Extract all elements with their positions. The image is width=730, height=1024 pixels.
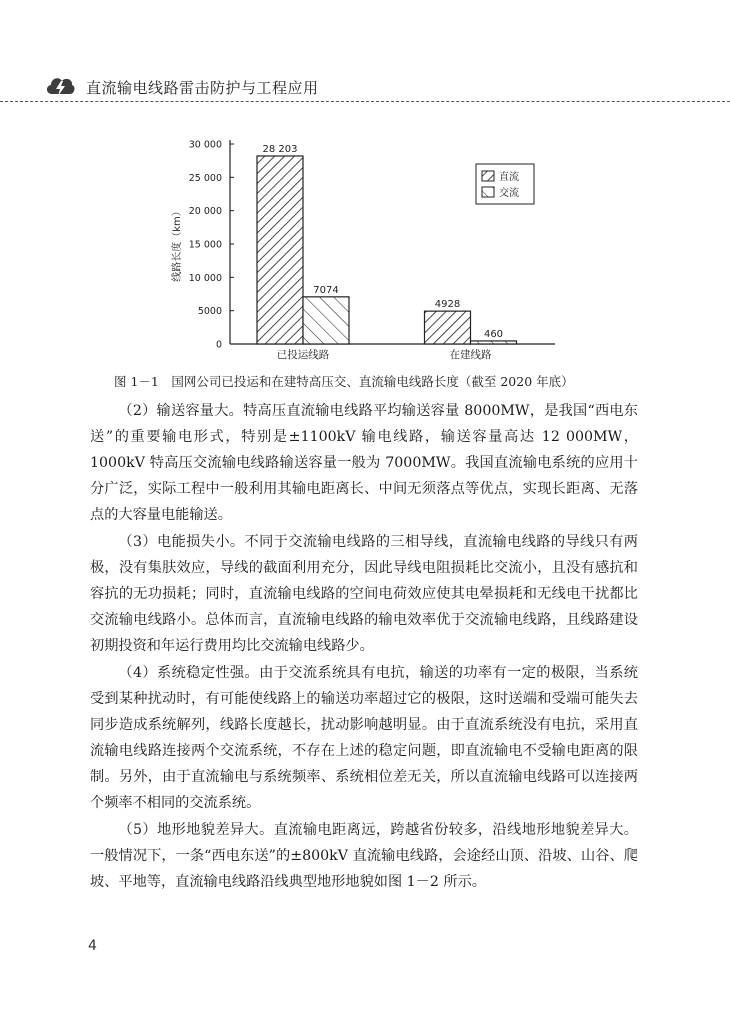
bar — [471, 341, 517, 344]
x-tick-label: 在建线路 — [449, 349, 492, 361]
data-label: 460 — [483, 328, 504, 340]
cloud-lightning-icon — [44, 70, 76, 100]
x-tick-label: 已投运线路 — [276, 349, 330, 361]
running-header — [0, 70, 730, 104]
data-label: 28 203 — [262, 143, 298, 155]
y-tick-label: 5000 — [197, 306, 222, 318]
y-tick-label: 30 000 — [188, 139, 222, 151]
page-number: 4 — [88, 938, 97, 954]
legend-label: 交流 — [499, 188, 519, 199]
y-tick-label: 0 — [215, 339, 222, 351]
legend-label: 直流 — [499, 172, 519, 183]
data-label: 4928 — [434, 299, 461, 311]
figure-caption: 图 1－1 国网公司已投运和在建特高压交、直流输电线路长度（截至 2020 年底） — [114, 374, 574, 389]
paragraph: （2）输送容量大。特高压直流输电线路平均输送容量 8000MW，是我国“西电东送”的重要输电形式，特别是±1100kV 输电线路，输送容量高达 12 000MW，1000kV 特高压交流输电线路输送容量一般为 7000MW。我国直流输电系统的应用十分广泛，实际工程中一般利用其输电距离长、中间无须落点等优点，实现长距离、无落点的大容量电能输送。 — [90, 403, 638, 523]
data-label: 7074 — [313, 284, 339, 296]
figure-chart — [130, 122, 580, 372]
paragraph: （4）系统稳定性强。由于交流系统具有电抗，输送的功率有一定的极限，当系统受到某种扰动时，有可能使线路上的输送功率超过它的极限，这时送端和受端可能失去同步造成系统解列，线路长度越长，扰动影响越明显。由于直流系统没有电抗，采用直流输电线路连接两个交流系统，不存在上述的稳定问题，即直流输电不受输电距离的限制。另外，由于直流输电与系统频率、系统相位差无关，所以直流输电线路可以连接两个频率不相同的交流系统。 — [90, 665, 638, 811]
y-axis-label: 线路长度（km） — [172, 206, 183, 282]
bar-chart — [130, 122, 580, 372]
bar — [425, 311, 471, 344]
header-title: 直流输电线路雷击防护与工程应用 — [86, 79, 319, 97]
bar — [303, 297, 349, 344]
legend-swatch — [482, 171, 494, 181]
body-text — [90, 398, 638, 896]
paragraph: （5）地形地貌差异大。直流输电距离远，跨越省份较多，沿线地形地貌差异大。一般情况下，一条“西电东送”的±800kV 直流输电线路，会途经山顶、沿坡、山谷、爬坡、平地等，直流输电线路沿线典型地形地貌如图 1－2 所示。 — [90, 822, 638, 890]
bar — [257, 156, 303, 344]
y-tick-label: 25 000 — [188, 172, 222, 184]
y-tick-label: 20 000 — [188, 206, 222, 218]
y-tick-label: 10 000 — [188, 272, 222, 284]
y-tick-label: 15 000 — [188, 239, 222, 251]
header-divider — [0, 101, 730, 102]
paragraph: （3）电能损失小。不同于交流输电线路的三相导线，直流输电线路的导线只有两极，没有集肤效应，导线的截面利用充分，因此导线电阻损耗比交流小，且没有感抗和容抗的无功损耗；同时，直流输电线路的空间电荷效应使其电晕损耗和无线电干扰都比交流输电线路小。总体而言，直流输电线路的输电效率优于交流输电线路，且线路建设初期投资和年运行费用均比交流输电线路少。 — [90, 534, 638, 654]
legend-swatch — [482, 187, 494, 197]
